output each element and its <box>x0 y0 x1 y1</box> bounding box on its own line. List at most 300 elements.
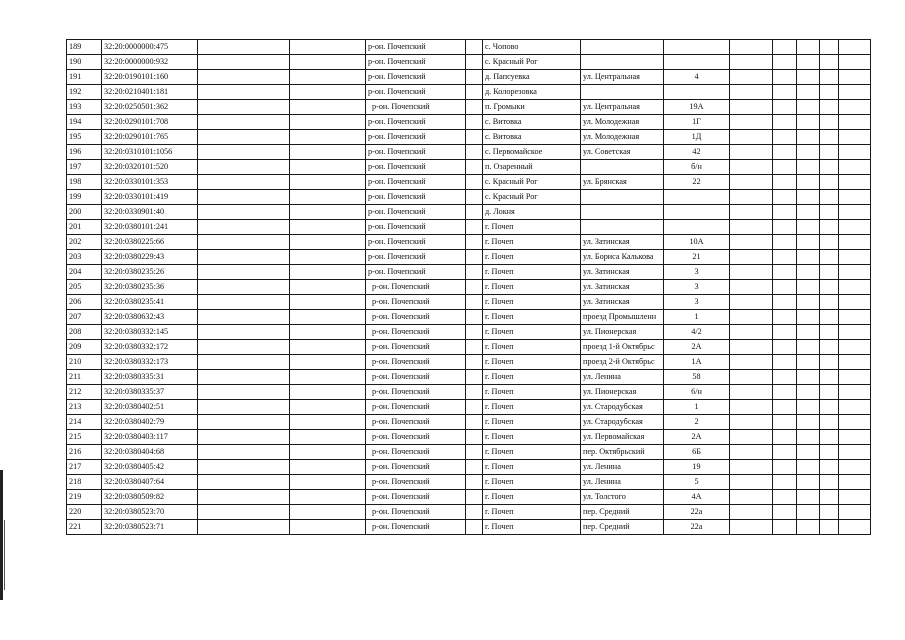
table-row <box>67 145 871 160</box>
cadastral-number-cell: 32:20:0000000:932 <box>102 55 198 70</box>
house-number-cell <box>664 190 730 205</box>
empty-cell <box>820 115 839 130</box>
cadastral-number-cell: 32:20:0380632:43 <box>102 310 198 325</box>
row-number-cell: 195 <box>67 130 102 145</box>
empty-cell <box>466 400 483 415</box>
empty-cell <box>466 445 483 460</box>
empty-cell <box>198 355 290 370</box>
house-number-cell: 1Г <box>664 115 730 130</box>
table-row <box>67 310 871 325</box>
empty-cell <box>773 40 797 55</box>
table-row <box>67 385 871 400</box>
empty-cell <box>290 505 366 520</box>
table-row <box>67 505 871 520</box>
empty-cell <box>290 295 366 310</box>
empty-cell <box>820 460 839 475</box>
empty-cell <box>839 55 871 70</box>
street-cell: ул. Бориса Калькова <box>581 250 664 265</box>
table-row <box>67 415 871 430</box>
cadastral-number-cell: 32:20:0380229:43 <box>102 250 198 265</box>
empty-cell <box>730 325 773 340</box>
house-number-cell: 19 <box>664 460 730 475</box>
cadastral-number-cell: 32:20:0380405:42 <box>102 460 198 475</box>
empty-cell <box>773 130 797 145</box>
district-cell: р-он. Почепский <box>366 430 466 445</box>
empty-cell <box>797 355 820 370</box>
empty-cell <box>797 310 820 325</box>
district-cell: р-он. Почепский <box>366 415 466 430</box>
house-number-cell: 4 <box>664 70 730 85</box>
district-cell: р-он. Почепский <box>366 475 466 490</box>
street-cell: ул. Затинская <box>581 265 664 280</box>
settlement-cell: д. Папсуевка <box>483 70 581 85</box>
empty-cell <box>290 115 366 130</box>
empty-cell <box>290 100 366 115</box>
settlement-cell: г. Почеп <box>483 475 581 490</box>
empty-cell <box>730 430 773 445</box>
empty-cell <box>773 490 797 505</box>
empty-cell <box>820 160 839 175</box>
empty-cell <box>820 70 839 85</box>
empty-cell <box>820 250 839 265</box>
row-number-cell: 205 <box>67 280 102 295</box>
empty-cell <box>773 175 797 190</box>
empty-cell <box>839 430 871 445</box>
table-row <box>67 40 871 55</box>
district-cell: р-он. Почепский <box>366 355 466 370</box>
cadastral-number-cell: 32:20:0210401:181 <box>102 85 198 100</box>
empty-cell <box>290 400 366 415</box>
house-number-cell: 1 <box>664 400 730 415</box>
empty-cell <box>773 370 797 385</box>
empty-cell <box>773 235 797 250</box>
empty-cell <box>290 310 366 325</box>
row-number-cell: 190 <box>67 55 102 70</box>
row-number-cell: 200 <box>67 205 102 220</box>
table-row <box>67 250 871 265</box>
empty-cell <box>797 160 820 175</box>
row-number-cell: 194 <box>67 115 102 130</box>
empty-cell <box>290 445 366 460</box>
empty-cell <box>198 340 290 355</box>
district-cell: р-он. Почепский <box>366 145 466 160</box>
empty-cell <box>198 505 290 520</box>
empty-cell <box>466 325 483 340</box>
district-cell: р-он. Почепский <box>366 295 466 310</box>
empty-cell <box>773 205 797 220</box>
house-number-cell <box>664 205 730 220</box>
empty-cell <box>820 205 839 220</box>
empty-cell <box>466 250 483 265</box>
house-number-cell: 1 <box>664 310 730 325</box>
settlement-cell: г. Почеп <box>483 415 581 430</box>
empty-cell <box>198 70 290 85</box>
cadastral-number-cell: 32:20:0380402:79 <box>102 415 198 430</box>
empty-cell <box>839 340 871 355</box>
table-row <box>67 430 871 445</box>
empty-cell <box>820 145 839 160</box>
row-number-cell: 199 <box>67 190 102 205</box>
cadastral-number-cell: 32:20:0380332:172 <box>102 340 198 355</box>
empty-cell <box>797 475 820 490</box>
empty-cell <box>730 400 773 415</box>
table-row <box>67 445 871 460</box>
cadastral-number-cell: 32:20:0380523:71 <box>102 520 198 535</box>
street-cell: пер. Октябрьский <box>581 445 664 460</box>
empty-cell <box>797 40 820 55</box>
empty-cell <box>466 55 483 70</box>
table-row <box>67 265 871 280</box>
row-number-cell: 215 <box>67 430 102 445</box>
house-number-cell: 4/2 <box>664 325 730 340</box>
empty-cell <box>466 310 483 325</box>
table-row <box>67 340 871 355</box>
empty-cell <box>839 295 871 310</box>
cadastral-number-cell: 32:20:0250501:362 <box>102 100 198 115</box>
street-cell: ул. Толстого <box>581 490 664 505</box>
empty-cell <box>820 100 839 115</box>
row-number-cell: 208 <box>67 325 102 340</box>
cadastral-number-cell: 32:20:0310101:1056 <box>102 145 198 160</box>
empty-cell <box>466 85 483 100</box>
row-number-cell: 203 <box>67 250 102 265</box>
house-number-cell: 58 <box>664 370 730 385</box>
empty-cell <box>198 415 290 430</box>
empty-cell <box>290 490 366 505</box>
table-row <box>67 370 871 385</box>
cadastral-number-cell: 32:20:0380332:173 <box>102 355 198 370</box>
cadastral-number-cell: 32:20:0290101:708 <box>102 115 198 130</box>
empty-cell <box>466 460 483 475</box>
empty-cell <box>797 130 820 145</box>
row-number-cell: 214 <box>67 415 102 430</box>
row-number-cell: 217 <box>67 460 102 475</box>
empty-cell <box>198 205 290 220</box>
empty-cell <box>797 430 820 445</box>
empty-cell <box>290 130 366 145</box>
settlement-cell: г. Почеп <box>483 520 581 535</box>
empty-cell <box>290 55 366 70</box>
empty-cell <box>773 400 797 415</box>
empty-cell <box>839 325 871 340</box>
empty-cell <box>730 310 773 325</box>
empty-cell <box>820 325 839 340</box>
empty-cell <box>730 220 773 235</box>
empty-cell <box>820 280 839 295</box>
district-cell: р-он. Почепский <box>366 325 466 340</box>
empty-cell <box>839 85 871 100</box>
settlement-cell: г. Почеп <box>483 505 581 520</box>
empty-cell <box>290 190 366 205</box>
empty-cell <box>820 265 839 280</box>
street-cell <box>581 190 664 205</box>
empty-cell <box>290 250 366 265</box>
district-cell: р-он. Почепский <box>366 55 466 70</box>
row-number-cell: 209 <box>67 340 102 355</box>
district-cell: р-он. Почепский <box>366 445 466 460</box>
settlement-cell: г. Почеп <box>483 325 581 340</box>
empty-cell <box>290 40 366 55</box>
empty-cell <box>198 235 290 250</box>
house-number-cell: 2 <box>664 415 730 430</box>
settlement-cell: с. Красный Рог <box>483 55 581 70</box>
table-row <box>67 85 871 100</box>
empty-cell <box>198 220 290 235</box>
district-cell: р-он. Почепский <box>366 310 466 325</box>
district-cell: р-он. Почепский <box>366 520 466 535</box>
empty-cell <box>466 100 483 115</box>
empty-cell <box>820 475 839 490</box>
district-cell: р-он. Почепский <box>366 235 466 250</box>
row-number-cell: 212 <box>67 385 102 400</box>
empty-cell <box>198 475 290 490</box>
table-row <box>67 325 871 340</box>
empty-cell <box>198 310 290 325</box>
empty-cell <box>820 505 839 520</box>
empty-cell <box>797 505 820 520</box>
empty-cell <box>773 310 797 325</box>
empty-cell <box>730 295 773 310</box>
empty-cell <box>198 520 290 535</box>
empty-cell <box>198 265 290 280</box>
empty-cell <box>773 145 797 160</box>
empty-cell <box>730 370 773 385</box>
street-cell: ул. Первомайская <box>581 430 664 445</box>
empty-cell <box>773 100 797 115</box>
empty-cell <box>198 55 290 70</box>
empty-cell <box>820 220 839 235</box>
settlement-cell: г. Почеп <box>483 295 581 310</box>
empty-cell <box>730 340 773 355</box>
empty-cell <box>820 340 839 355</box>
street-cell: пер. Средний <box>581 505 664 520</box>
empty-cell <box>820 430 839 445</box>
district-cell: р-он. Почепский <box>366 385 466 400</box>
empty-cell <box>466 205 483 220</box>
settlement-cell: с. Витовка <box>483 130 581 145</box>
street-cell: ул. Затинская <box>581 295 664 310</box>
house-number-cell: 1Д <box>664 130 730 145</box>
empty-cell <box>290 175 366 190</box>
empty-cell <box>730 160 773 175</box>
empty-cell <box>290 460 366 475</box>
house-number-cell: 10А <box>664 235 730 250</box>
empty-cell <box>820 310 839 325</box>
district-cell: р-он. Почепский <box>366 280 466 295</box>
empty-cell <box>773 325 797 340</box>
settlement-cell: п. Озаренный <box>483 160 581 175</box>
empty-cell <box>290 220 366 235</box>
district-cell: р-он. Почепский <box>366 40 466 55</box>
empty-cell <box>466 175 483 190</box>
table-row <box>67 295 871 310</box>
empty-cell <box>839 160 871 175</box>
empty-cell <box>198 430 290 445</box>
empty-cell <box>466 415 483 430</box>
empty-cell <box>839 175 871 190</box>
settlement-cell: г. Почеп <box>483 430 581 445</box>
empty-cell <box>820 85 839 100</box>
empty-cell <box>797 220 820 235</box>
empty-cell <box>466 280 483 295</box>
empty-cell <box>198 190 290 205</box>
empty-cell <box>730 445 773 460</box>
cadastral-number-cell: 32:20:0380402:51 <box>102 400 198 415</box>
empty-cell <box>797 85 820 100</box>
empty-cell <box>797 265 820 280</box>
table-row <box>67 115 871 130</box>
house-number-cell: 6Б <box>664 445 730 460</box>
empty-cell <box>198 40 290 55</box>
street-cell: ул. Пионерская <box>581 325 664 340</box>
empty-cell <box>839 460 871 475</box>
empty-cell <box>839 190 871 205</box>
empty-cell <box>730 250 773 265</box>
empty-cell <box>797 115 820 130</box>
empty-cell <box>820 40 839 55</box>
empty-cell <box>773 385 797 400</box>
empty-cell <box>198 100 290 115</box>
row-number-cell: 197 <box>67 160 102 175</box>
cadastral-number-cell: 32:20:0380407:64 <box>102 475 198 490</box>
empty-cell <box>466 40 483 55</box>
empty-cell <box>730 490 773 505</box>
street-cell <box>581 85 664 100</box>
house-number-cell: 3 <box>664 280 730 295</box>
district-cell: р-он. Почепский <box>366 460 466 475</box>
district-cell: р-он. Почепский <box>366 115 466 130</box>
empty-cell <box>820 445 839 460</box>
empty-cell <box>773 115 797 130</box>
street-cell: ул. Ленина <box>581 475 664 490</box>
district-cell: р-он. Почепский <box>366 400 466 415</box>
district-cell: р-он. Почепский <box>366 205 466 220</box>
empty-cell <box>797 400 820 415</box>
empty-cell <box>730 235 773 250</box>
cadastral-number-cell: 32:20:0380101:241 <box>102 220 198 235</box>
street-cell: проезд Промышленн <box>581 310 664 325</box>
empty-cell <box>797 205 820 220</box>
district-cell: р-он. Почепский <box>366 340 466 355</box>
empty-cell <box>730 505 773 520</box>
street-cell: ул. Ленина <box>581 460 664 475</box>
empty-cell <box>839 40 871 55</box>
district-cell: р-он. Почепский <box>366 490 466 505</box>
cadastral-number-cell: 32:20:0380225:66 <box>102 235 198 250</box>
empty-cell <box>839 235 871 250</box>
empty-cell <box>466 430 483 445</box>
empty-cell <box>839 70 871 85</box>
street-cell <box>581 55 664 70</box>
table-row <box>67 130 871 145</box>
settlement-cell: г. Почеп <box>483 310 581 325</box>
empty-cell <box>198 385 290 400</box>
house-number-cell <box>664 85 730 100</box>
table-row <box>67 400 871 415</box>
empty-cell <box>290 145 366 160</box>
house-number-cell: 3 <box>664 295 730 310</box>
empty-cell <box>730 40 773 55</box>
empty-cell <box>820 190 839 205</box>
empty-cell <box>466 370 483 385</box>
row-number-cell: 198 <box>67 175 102 190</box>
house-number-cell: б/н <box>664 160 730 175</box>
settlement-cell: г. Почеп <box>483 235 581 250</box>
row-number-cell: 206 <box>67 295 102 310</box>
house-number-cell <box>664 40 730 55</box>
empty-cell <box>198 460 290 475</box>
cadastral-number-cell: 32:20:0380235:36 <box>102 280 198 295</box>
cadastral-number-cell: 32:20:0380335:37 <box>102 385 198 400</box>
empty-cell <box>730 130 773 145</box>
empty-cell <box>797 445 820 460</box>
house-number-cell: 4А <box>664 490 730 505</box>
empty-cell <box>730 355 773 370</box>
settlement-cell: г. Почеп <box>483 265 581 280</box>
empty-cell <box>198 160 290 175</box>
empty-cell <box>198 280 290 295</box>
empty-cell <box>820 520 839 535</box>
cadastral-number-cell: 32:20:0320101:520 <box>102 160 198 175</box>
house-number-cell: 42 <box>664 145 730 160</box>
empty-cell <box>773 250 797 265</box>
settlement-cell: г. Почеп <box>483 220 581 235</box>
empty-cell <box>466 355 483 370</box>
district-cell: р-он. Почепский <box>366 130 466 145</box>
empty-cell <box>466 475 483 490</box>
empty-cell <box>290 355 366 370</box>
empty-cell <box>773 520 797 535</box>
street-cell: ул. Затинская <box>581 280 664 295</box>
empty-cell <box>466 490 483 505</box>
empty-cell <box>797 295 820 310</box>
settlement-cell: г. Почеп <box>483 280 581 295</box>
empty-cell <box>773 160 797 175</box>
empty-cell <box>820 55 839 70</box>
cadastral-number-cell: 32:20:0000000:475 <box>102 40 198 55</box>
empty-cell <box>730 460 773 475</box>
row-number-cell: 210 <box>67 355 102 370</box>
table-row <box>67 490 871 505</box>
empty-cell <box>466 160 483 175</box>
empty-cell <box>820 175 839 190</box>
row-number-cell: 193 <box>67 100 102 115</box>
empty-cell <box>290 520 366 535</box>
row-number-cell: 207 <box>67 310 102 325</box>
empty-cell <box>290 385 366 400</box>
empty-cell <box>773 70 797 85</box>
empty-cell <box>839 385 871 400</box>
empty-cell <box>290 280 366 295</box>
empty-cell <box>797 415 820 430</box>
empty-cell <box>198 115 290 130</box>
empty-cell <box>820 370 839 385</box>
empty-cell <box>730 145 773 160</box>
empty-cell <box>290 415 366 430</box>
empty-cell <box>290 85 366 100</box>
district-cell: р-он. Почепский <box>366 220 466 235</box>
cadastral-number-cell: 32:20:0190101:160 <box>102 70 198 85</box>
empty-cell <box>797 460 820 475</box>
empty-cell <box>730 175 773 190</box>
cadastral-number-cell: 32:20:0380403:117 <box>102 430 198 445</box>
settlement-cell: г. Почеп <box>483 445 581 460</box>
row-number-cell: 213 <box>67 400 102 415</box>
empty-cell <box>797 55 820 70</box>
district-cell: р-он. Почепский <box>366 175 466 190</box>
row-number-cell: 192 <box>67 85 102 100</box>
empty-cell <box>198 445 290 460</box>
